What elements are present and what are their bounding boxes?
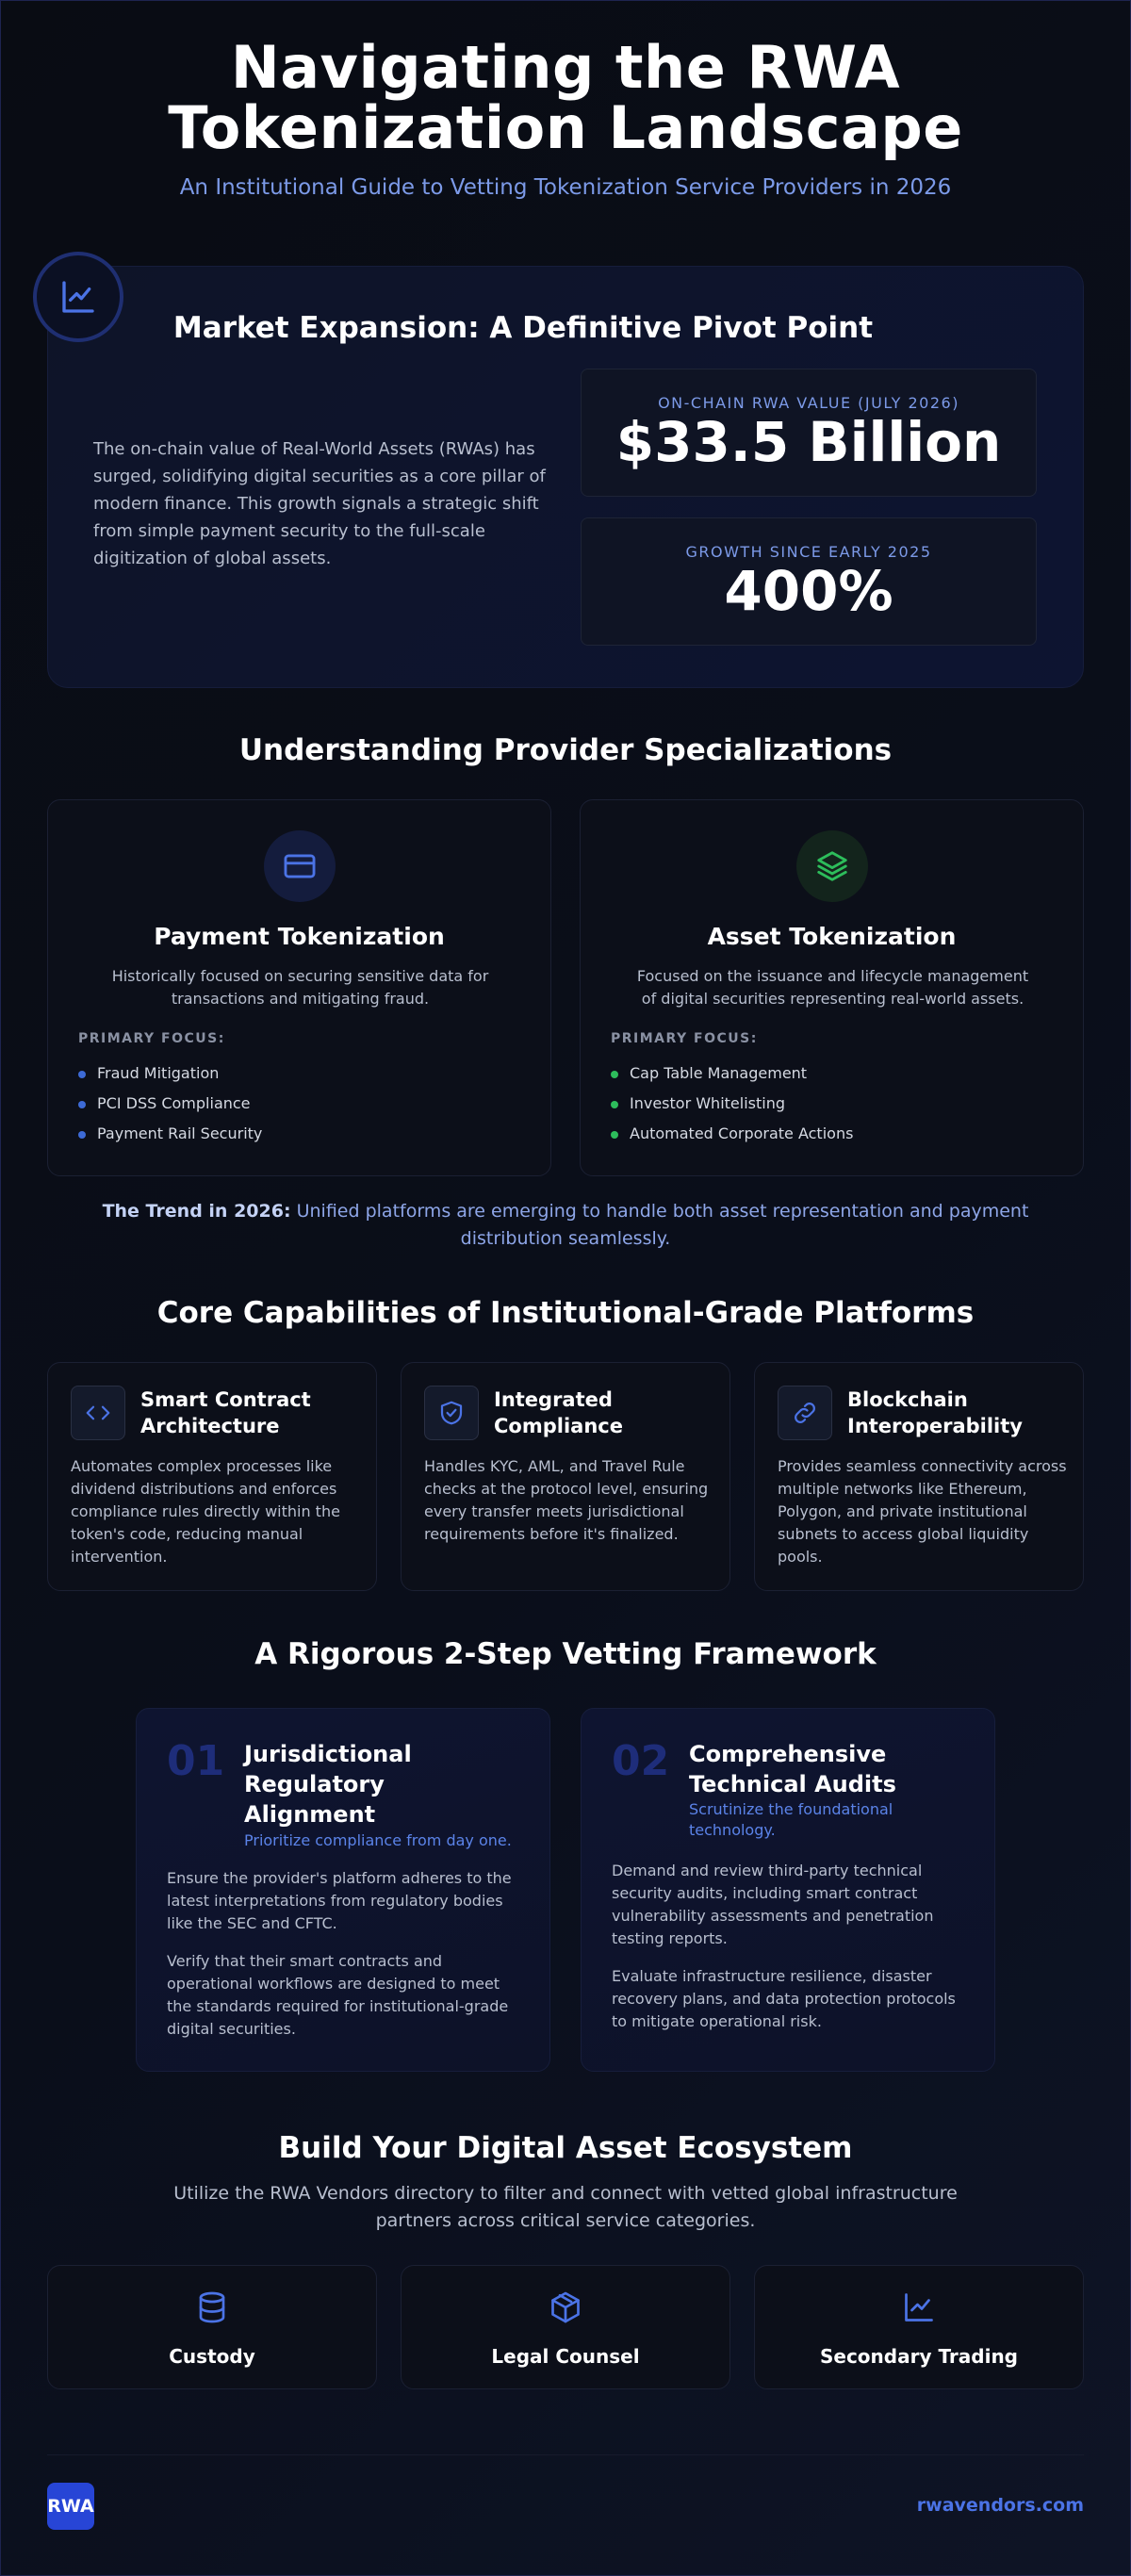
page-header (0, 33, 1131, 200)
trend-text: Unified platforms are emerging to handle both asset representation and payment distribution seamlessly. (290, 1201, 1029, 1249)
asset-tokenization-card (580, 799, 1084, 1176)
category-card-secondary-trading[interactable] (754, 2265, 1084, 2389)
card-description: Provides seamless connectivity across multiple networks like Ethereum, Polygon, and private institutional subnets to access global liquidity pools. (778, 1457, 1067, 1566)
card-title: Smart Contract Architecture (140, 1388, 311, 1437)
focus-label: PRIMARY FOCUS: (611, 1031, 758, 1046)
ecosystem-title: Build Your Digital Asset Ecosystem (278, 2131, 853, 2165)
stat-card-growth (581, 517, 1037, 646)
card-title: Asset Tokenization (707, 923, 957, 950)
payment-tokenization-card (47, 799, 551, 1176)
page-title (0, 33, 1131, 162)
category-label: Legal Counsel (491, 2345, 640, 2368)
step-subtitle: Prioritize compliance from day one. (244, 1831, 512, 1849)
category-label: Custody (169, 2345, 255, 2368)
stat-card-value (581, 369, 1037, 497)
card-title: Blockchain Interoperability (847, 1388, 1023, 1437)
title-line-1: Navigating the RWA (230, 33, 901, 102)
shield-check-icon (424, 1386, 479, 1440)
ecosystem-subtitle: Utilize the RWA Vendors directory to filter and connect with vetted global infrastructure partners across critical service categories. (173, 2183, 958, 2231)
step-number: 01 (167, 1737, 225, 1785)
market-title: Market Expansion: A Definitive Pivot Point (172, 311, 874, 345)
layers-icon (796, 830, 868, 902)
card-description: Focused on the issuance and lifecycle management of digital securities representing real-world assets. (636, 967, 1029, 1008)
capability-card (47, 1362, 377, 1591)
stat-label: ON-CHAIN RWA VALUE (JULY 2026) (658, 394, 959, 412)
card-description: Historically focused on securing sensitive data for transactions and mitigating fraud. (111, 967, 489, 1008)
credit-card-icon (264, 830, 336, 902)
step-title: Comprehensive Technical Audits (689, 1741, 896, 1797)
step-card (136, 1708, 550, 2072)
card-title: Payment Tokenization (154, 923, 445, 950)
list-item: Automated Corporate Actions (630, 1124, 854, 1142)
database-icon (48, 2290, 376, 2324)
list-item: Cap Table Management (630, 1064, 808, 1082)
category-card-legal-counsel[interactable] (401, 2265, 730, 2389)
stat-label: GROWTH SINCE EARLY 2025 (685, 543, 932, 561)
list-item: Payment Rail Security (97, 1124, 263, 1142)
focus-label: PRIMARY FOCUS: (78, 1031, 225, 1046)
card-description: Automates complex processes like dividend distributions and enforces compliance rules directly within the token's code, reducing manual intervention. (71, 1457, 340, 1566)
capability-card (754, 1362, 1084, 1591)
list-item: Investor Whitelisting (630, 1094, 785, 1112)
list-item: Fraud Mitigation (97, 1064, 220, 1082)
list-item: PCI DSS Compliance (97, 1094, 251, 1112)
title-line-2: Tokenization Landscape (168, 93, 963, 162)
stat-value: 400% (724, 559, 893, 623)
category-label: Secondary Trading (819, 2345, 1018, 2368)
step-subtitle: Scrutinize the foundational technology. (689, 1800, 893, 1839)
site-link[interactable]: rwavendors.com (916, 2495, 1084, 2516)
step-paragraph: Verify that their smart contracts and operational workflows are designed to meet the standards required for institutional-grade digital securities. (167, 1952, 509, 2038)
rwa-logo[interactable]: RWA (47, 2483, 94, 2530)
code-icon (71, 1386, 125, 1440)
specializations-title: Understanding Provider Specializations (238, 733, 893, 767)
card-description: Handles KYC, AML, and Travel Rule checks at the protocol level, ensuring every transfer meets jurisdictional requirements before it's finalized. (424, 1457, 709, 1543)
trend-label: The Trend in 2026: (102, 1201, 291, 1222)
framework-title: A Rigorous 2-Step Vetting Framework (254, 1637, 877, 1671)
step-title: Jurisdictional Regulatory Alignment (244, 1741, 412, 1828)
category-card-custody[interactable] (47, 2265, 377, 2389)
link-icon (778, 1386, 832, 1440)
footer-divider (47, 2454, 1084, 2455)
step-card (581, 1708, 995, 2072)
market-text: The on-chain value of Real-World Assets (RWAs) has surged, solidifying digital securities as a core pillar of modern finance. This growth signals a strategic shift from simple payment security to the full-scale digitization of global assets. (93, 439, 546, 568)
step-paragraph: Ensure the provider's platform adheres to the latest interpretations from regulatory bodies like the SEC and CFTC. (167, 1869, 512, 1932)
chart-line-icon (755, 2290, 1083, 2324)
page-subtitle: An Institutional Guide to Vetting Tokenization Service Providers in 2026 (179, 175, 952, 200)
step-number: 02 (612, 1737, 670, 1785)
step-paragraph: Demand and review third-party technical security audits, including smart contract vulnerability assessments and penetration testing reports. (612, 1862, 934, 1947)
trend-note (66, 1198, 1065, 1253)
stat-value: $33.5 Billion (615, 410, 1002, 474)
card-title: Integrated Compliance (494, 1388, 623, 1437)
step-paragraph: Evaluate infrastructure resilience, disaster recovery plans, and data protection protocols to mitigate operational risk. (612, 1967, 956, 2030)
capabilities-title: Core Capabilities of Institutional-Grade Platforms (156, 1296, 975, 1330)
capability-card (401, 1362, 730, 1591)
gavel-icon (402, 2290, 729, 2324)
